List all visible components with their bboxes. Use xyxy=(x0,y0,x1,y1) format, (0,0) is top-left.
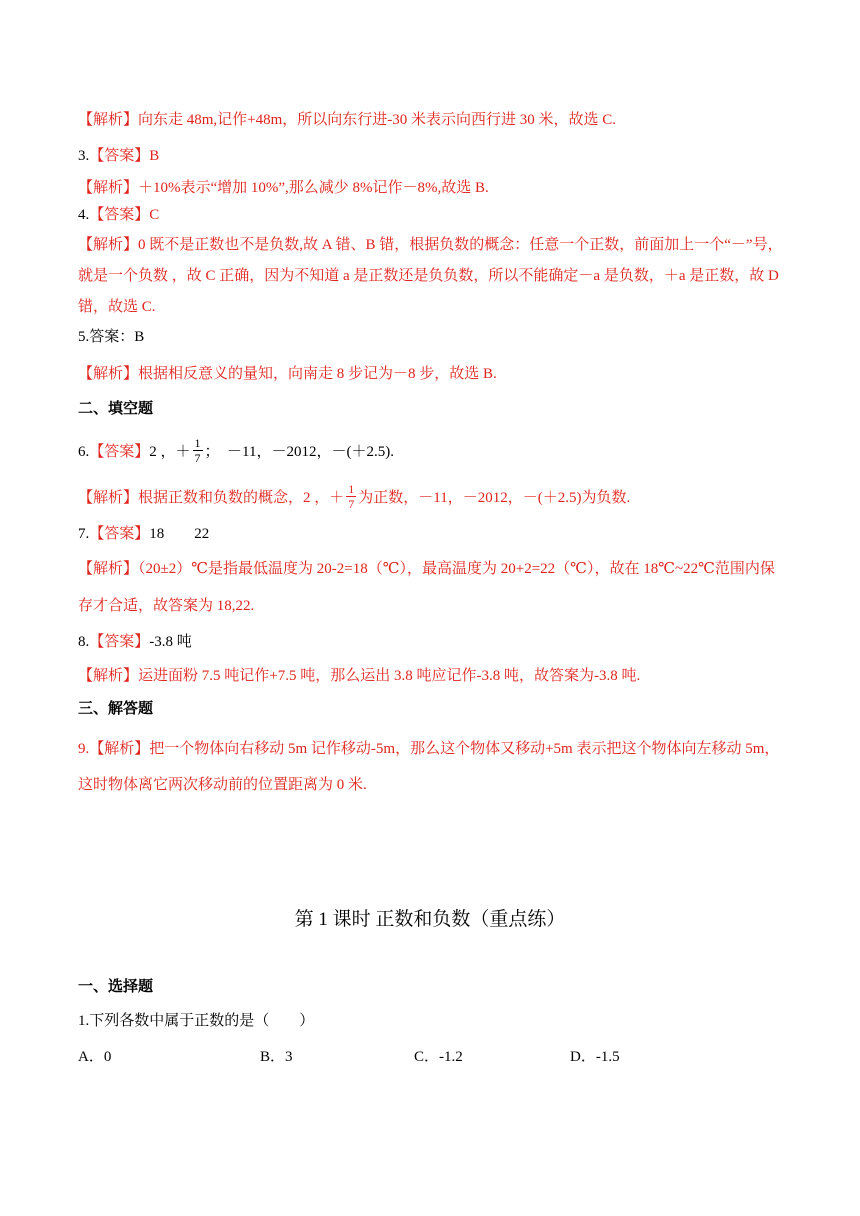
q7-answer-tag: 【答案】 xyxy=(89,526,150,542)
q4-analysis-line1: 【解析】0 既不是正数也不是负数,故 A 错、B 错，根据负数的概念：任意一个正数，前面加上一个“－”号， xyxy=(78,237,783,253)
fraction-denominator: 7 xyxy=(348,497,355,511)
q6-answer-a: 2 ，＋ xyxy=(149,443,191,460)
q6-analysis-fraction xyxy=(346,482,356,511)
q6-answer xyxy=(78,438,394,467)
option-c: C．-1.2 xyxy=(414,1049,463,1065)
q9-analysis-line2: 这时物体离它两次移动前的位置距离为 0 米. xyxy=(78,777,367,793)
q6-number: 6. xyxy=(78,443,90,460)
option-b: B．3 xyxy=(260,1049,293,1065)
section-solve: 三、解答题 xyxy=(78,701,154,717)
fraction-numerator: 1 xyxy=(348,482,355,496)
q4-answer-text: 【答案】C xyxy=(89,207,160,223)
q6-answer-tag: 【答案】 xyxy=(89,443,150,460)
option-a: A．0 xyxy=(78,1049,112,1065)
q3-analysis: 【解析】＋10%表示“增加 10%”,那么减少 8%记作－8%,故选 B. xyxy=(78,180,489,196)
option-d: D．-1.5 xyxy=(570,1049,620,1065)
q8-number: 8. xyxy=(78,634,90,650)
q7-answer-text: 18 22 xyxy=(149,526,210,542)
q7-number: 7. xyxy=(78,526,90,542)
q3-number: 3. xyxy=(78,148,90,164)
q8-answer xyxy=(78,632,192,652)
q8-answer-text: -3.8 吨 xyxy=(149,634,192,650)
q6-analysis-a: 【解析】根据正数和负数的概念，2 ，＋ xyxy=(78,489,345,506)
fraction-numerator: 1 xyxy=(194,436,201,450)
q6-fraction xyxy=(193,436,203,465)
q2-analysis: 【解析】向东走 48m,记作+48m，所以向东行进-30 米表示向西行进 30 米，故选 C. xyxy=(78,112,617,128)
q7-answer xyxy=(78,524,209,544)
q7-analysis-line1: 【解析】（20±2）℃是指最低温度为 20-2=18（℃），最高温度为 20+2=22（℃），故在 18℃~22℃范围内保 xyxy=(78,561,775,577)
q4-analysis-line2: 就是一个负数 ，故 C 正确，因为不知道 a 是正数还是负负数，所以不能确定－a 是负数，＋a 是正数，故 D xyxy=(78,268,779,284)
q3-answer-text: 【答案】B xyxy=(89,148,160,164)
question1-stem: 1.下列各数中属于正数的是（ ） xyxy=(78,1013,315,1029)
fraction-denominator: 7 xyxy=(194,451,201,465)
q4-number: 4. xyxy=(78,207,90,223)
section-fill-in: 二、填空题 xyxy=(78,401,154,417)
q9-analysis-line1: 9.【解析】把一个物体向右移动 5m 记作移动-5m，那么这个物体又移动+5m 表示把这个物体向左移动 5m， xyxy=(78,741,780,757)
q6-analysis xyxy=(78,484,630,513)
q6-answer-b: ； －11，－2012，－(＋2.5). xyxy=(204,443,394,460)
section-choice: 一、选择题 xyxy=(78,979,154,995)
q5-analysis: 【解析】根据相反意义的量知，向南走 8 步记为－8 步，故选 B. xyxy=(78,366,497,382)
q4-answer xyxy=(78,205,159,225)
q7-analysis-line2: 存才合适，故答案为 18,22. xyxy=(78,598,255,614)
q8-answer-tag: 【答案】 xyxy=(89,634,150,650)
lesson-title: 第 1 课时 正数和负数（重点练） xyxy=(294,909,566,930)
q3-answer xyxy=(78,146,159,166)
q8-analysis: 【解析】运进面粉 7.5 吨记作+7.5 吨，那么运出 3.8 吨应记作-3.8 吨，故答案为-3.8 吨. xyxy=(78,668,641,684)
q5-answer: 5.答案：B xyxy=(78,329,145,345)
q6-analysis-b: 为正数，－11，－2012，－(＋2.5)为负数. xyxy=(358,489,631,506)
q4-analysis-line3: 错，故选 C. xyxy=(78,299,156,315)
